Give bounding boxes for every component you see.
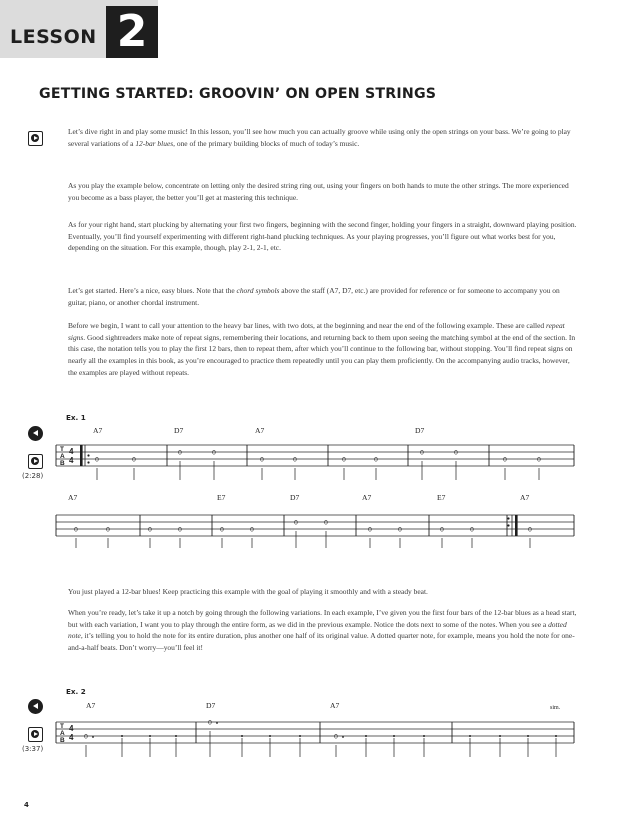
fret-number: 0 [132, 456, 136, 464]
fret-number: 0 [528, 526, 532, 534]
lesson-number: 2 [116, 6, 148, 57]
fret-number: 0 [470, 526, 474, 534]
fret-number: 0 [294, 519, 298, 527]
chord-symbol: A7 [86, 701, 96, 710]
chord-symbol: A7 [330, 701, 340, 710]
fret-number: 0 [208, 719, 212, 727]
svg-text:T: T [60, 723, 64, 730]
chord-symbol: D7 [415, 426, 425, 435]
lesson-word: LESSON [10, 26, 97, 48]
chord-symbol: D7 [290, 493, 300, 502]
fret-number: 0 [342, 456, 346, 464]
example-2-label: Ex. 2 [66, 687, 86, 696]
fret-number: 0 [503, 456, 507, 464]
paragraph-intro: Let’s dive right in and play some music! In this lesson, you’ll see how much you can actually groove while using only the open strings on your bass. We’re going to play several variations of a 12-bar blues, one of the primary building blocks of much of today’s music. [68, 127, 571, 148]
time-signature-top: 4 [69, 724, 74, 733]
chord-symbol: A7 [93, 426, 103, 435]
paragraph-12-bar-done: You just played a 12-bar blues! Keep practicing this example with the goal of playing it smoothly and with a steady beat. [68, 587, 428, 596]
fret-number: 0 [178, 526, 182, 534]
fret-number: 0 [106, 526, 110, 534]
chord-symbol: D7 [174, 426, 184, 435]
svg-text:A: A [60, 730, 65, 737]
svg-text:T: T [60, 446, 64, 453]
fret-number: 0 [293, 456, 297, 464]
fret-number: 0 [440, 526, 444, 534]
page-heading: GETTING STARTED: GROOVIN’ ON OPEN STRINGS [39, 86, 437, 102]
fret-number: 0 [420, 449, 424, 457]
svg-text:B: B [60, 737, 65, 744]
svg-text:A: A [60, 453, 65, 460]
chord-symbol: A7 [255, 426, 265, 435]
paragraph-muting: As you play the example below, concentrate on letting only the desired string ring out, using your fingers on both hands to mute the other strings. The more experienced you become as a bass player, the better you’ll get at mastering this technique. [68, 181, 569, 202]
example-1-label: Ex. 1 [66, 413, 86, 422]
audio-play-icon[interactable] [28, 727, 43, 742]
fret-number: 0 [334, 733, 338, 741]
paragraph-chords: Let’s get started. Here’s a nice, easy blues. Note that the chord symbols above the staff (A7, D7, etc.) are provided for reference or for someone to accompany you on guitar, piano, or another chordal instrument. [68, 286, 560, 307]
fret-number: 0 [148, 526, 152, 534]
chord-symbol: E7 [437, 493, 446, 502]
fret-number: 0 [260, 456, 264, 464]
fret-number: 0 [454, 449, 458, 457]
fret-number: 0 [178, 449, 182, 457]
fret-number: 0 [324, 519, 328, 527]
fret-number: 0 [374, 456, 378, 464]
example-2-time: (3:37) [22, 745, 44, 753]
time-signature-bottom: 4 [69, 456, 74, 465]
fret-number: 0 [250, 526, 254, 534]
fret-number: 0 [74, 526, 78, 534]
chord-symbol: D7 [206, 701, 216, 710]
time-signature-bottom: 4 [69, 733, 74, 742]
fret-number: 0 [537, 456, 541, 464]
time-signature-top: 4 [69, 447, 74, 456]
sim-marking: sim. [550, 705, 561, 711]
chord-symbol: E7 [217, 493, 226, 502]
paragraph-variations: When you’re ready, let’s take it up a notch by going through the following variations. In each example, I’ve given you the first four bars of the 12-bar blues as a head start, but with each variation, I want you to play through the entire form, as we did in the previous example. Notice the dots next to some of the notes. When you see a dotted note, it’s telling you to hold the note for its entire duration, plus another one half of its original value. A dotted quarter note, for example, means you hold the note for one-and-a-half beats. Don’t worry—you’ll feel it! [68, 608, 577, 653]
fret-number: 0 [84, 733, 88, 741]
chord-symbol: A7 [520, 493, 530, 502]
fret-number: 0 [368, 526, 372, 534]
chord-symbol: A7 [68, 493, 78, 502]
fret-number: 0 [212, 449, 216, 457]
chord-symbol: A7 [362, 493, 372, 502]
fret-number: 0 [95, 456, 99, 464]
fret-number: 0 [398, 526, 402, 534]
paragraph-repeat-signs: Before we begin, I want to call your attention to the heavy bar lines, with two dots, at the beginning and near the end of the following example. These are called repeat signs. Good sightreaders make note of repeat signs, remembering their locations, and returning back to them upon seeing the matching symbol at the end of the section. In this case, the notation tells you to play the first 12 bars, then to repeat them, after which you’ll continue to the following bar, without stopping. You’ll find repeat signs on nearly all the examples in this book, as you’re encouraged to practice them repeatedly until you can play them proficiently. On the accompanying audio tracks, however, the examples are played without repeats. [68, 321, 576, 377]
fret-number: 0 [220, 526, 224, 534]
audio-rewind-icon[interactable] [28, 699, 43, 714]
svg-text:B: B [60, 460, 65, 467]
example-1-time: (2:28) [22, 472, 44, 480]
page-number: 4 [24, 801, 29, 809]
paragraph-plucking: As for your right hand, start plucking by alternating your first two fingers, beginning with the second finger, holding your fingers in a straight, downward playing position. Eventually, you’ll find yourself experimenting with different right-hand plucking techniques. As your playing progresses, you’ll figure out what works best for you, depending on the situation. For this example, though, play 2-1, 2-1, etc. [68, 220, 577, 253]
